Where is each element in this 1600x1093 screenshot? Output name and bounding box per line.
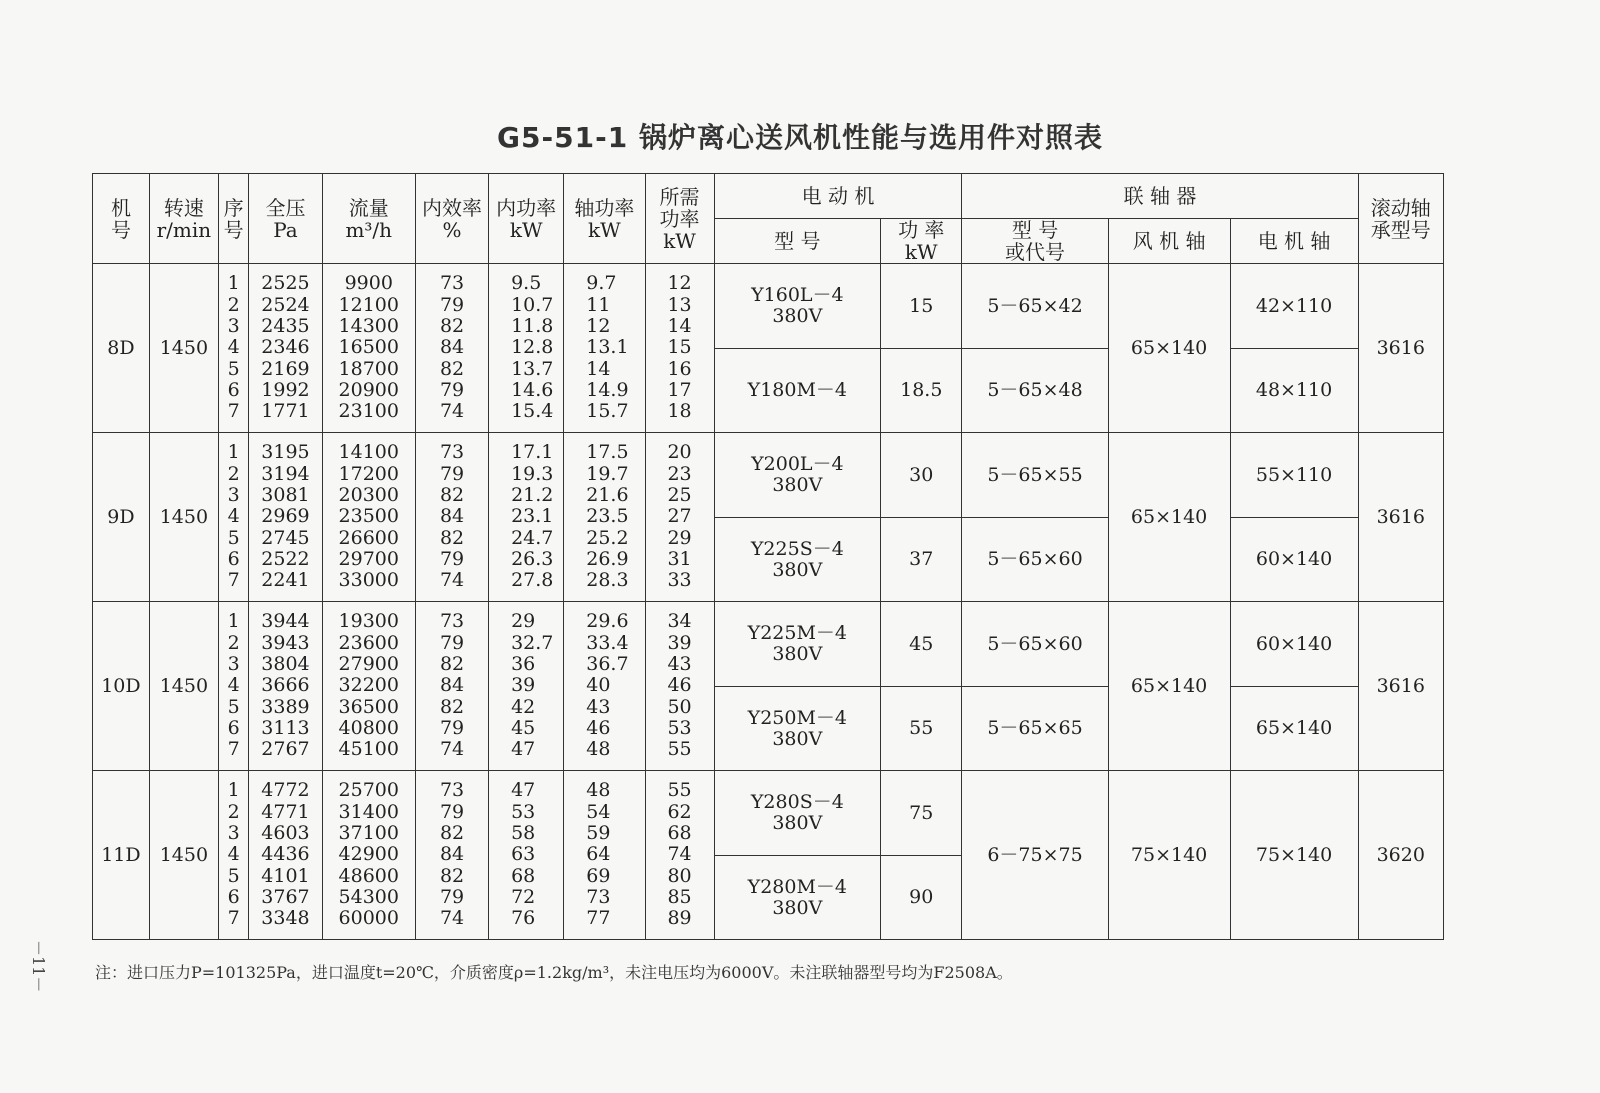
header-efficiency: 内效率 % [415, 174, 488, 264]
value-line: 16 [667, 357, 692, 380]
value-line: 14.6 [511, 378, 554, 401]
coupling-model-cell: 5－65×42 [962, 264, 1108, 349]
value-line: 74 [439, 569, 465, 592]
header-coupling-group: 联 轴 器 [962, 174, 1358, 219]
value-line: 6 [227, 885, 240, 908]
value-line: 3 [227, 484, 240, 507]
pressure-cell [249, 433, 322, 602]
value-line: 3348 [261, 907, 310, 930]
value-line: 82 [439, 484, 465, 507]
motor-shaft-cell: 60×140 [1230, 518, 1358, 602]
fan-shaft-cell: 65×140 [1108, 264, 1230, 433]
value-line: 1 [227, 779, 240, 802]
value-line: 13.7 [511, 357, 554, 380]
motor-shaft-cell: 42×110 [1230, 264, 1358, 349]
value-line: 2 [227, 631, 240, 654]
value-line: 82 [439, 822, 465, 845]
value-line: 82 [439, 526, 465, 549]
header-seq: 序 号 [218, 174, 248, 264]
page-number: －11－ [29, 940, 48, 993]
value-line: 9.7 [586, 272, 617, 295]
motor-model-cell: Y180M－4 [714, 349, 881, 433]
efficiency-cell [415, 433, 488, 602]
value-line: 27.8 [511, 569, 554, 592]
value-line: 2 [227, 293, 240, 316]
value-line: 7 [227, 569, 240, 592]
motor-model-cell: Y280S－4 380V [714, 771, 881, 856]
value-line: 46 [586, 716, 611, 739]
value-line: 16500 [338, 336, 399, 359]
efficiency-cell [415, 602, 488, 771]
performance-table [92, 173, 1444, 940]
value-line: 29700 [338, 547, 399, 570]
seq-cell [218, 433, 248, 602]
motor-model-cell: Y200L－4 380V [714, 433, 881, 518]
value-line: 36.7 [586, 653, 629, 676]
value-line: 4 [227, 505, 240, 528]
value-line: 82 [439, 695, 465, 718]
value-line: 17.1 [511, 441, 554, 464]
coupling-model-cell: 5－65×60 [962, 518, 1108, 602]
flow-cell [322, 771, 415, 940]
value-line: 74 [439, 738, 465, 761]
value-line: 33.4 [586, 631, 629, 654]
value-line: 11.8 [511, 315, 554, 338]
value-line: 24.7 [511, 526, 554, 549]
value-line: 20900 [338, 378, 399, 401]
value-line: 3389 [261, 695, 310, 718]
value-line: 84 [439, 843, 465, 866]
value-line: 1992 [261, 378, 310, 401]
value-line: 4772 [261, 779, 310, 802]
required-power-cell [645, 264, 714, 433]
value-line: 12 [667, 272, 692, 295]
value-line: 1 [227, 441, 240, 464]
value-line: 27900 [338, 653, 399, 676]
value-line: 55 [667, 779, 692, 802]
header-shaft-power: 轴功率 kW [564, 174, 645, 264]
value-line: 2969 [261, 505, 310, 528]
value-line: 13.1 [586, 336, 629, 359]
value-line: 2 [227, 462, 240, 485]
header-required-power: 所需 功率 kW [645, 174, 714, 264]
value-line: 15.7 [586, 400, 629, 423]
value-line: 69 [586, 864, 611, 887]
motor-shaft-cell: 65×140 [1230, 687, 1358, 771]
machine-no-cell: 9D [93, 433, 150, 602]
shaft-power-cell [564, 433, 645, 602]
value-line: 72 [511, 885, 536, 908]
value-line: 89 [667, 907, 692, 930]
motor-model-cell: Y160L－4 380V [714, 264, 881, 349]
motor-power-cell: 90 [881, 856, 962, 940]
value-line: 2435 [261, 315, 310, 338]
flow-cell [322, 264, 415, 433]
value-line: 79 [439, 462, 465, 485]
value-line: 21.2 [511, 484, 554, 507]
value-line: 14 [667, 315, 692, 338]
motor-power-cell: 30 [881, 433, 962, 518]
header-motor-power: 功 率 kW [881, 219, 962, 264]
value-line: 4771 [261, 800, 310, 823]
value-line: 3194 [261, 462, 310, 485]
value-line: 74 [667, 843, 692, 866]
value-line: 40800 [338, 716, 399, 739]
flow-cell [322, 602, 415, 771]
value-line: 10.7 [511, 293, 554, 316]
value-line: 31 [667, 547, 692, 570]
efficiency-cell [415, 264, 488, 433]
value-line: 60000 [338, 907, 399, 930]
value-line: 7 [227, 738, 240, 761]
machine-no-cell: 11D [93, 771, 150, 940]
value-line: 3804 [261, 653, 310, 676]
value-line: 48 [586, 738, 611, 761]
value-line: 27 [667, 505, 692, 528]
header-flow: 流量 m³/h [322, 174, 415, 264]
value-line: 55 [667, 738, 692, 761]
value-line: 79 [439, 293, 465, 316]
value-line: 25.2 [586, 526, 629, 549]
value-line: 11 [586, 293, 611, 316]
value-line: 3 [227, 822, 240, 845]
value-line: 2745 [261, 526, 310, 549]
value-line: 64 [586, 843, 611, 866]
header-motor-shaft: 电 机 轴 [1230, 219, 1358, 264]
value-line: 3113 [261, 716, 310, 739]
value-line: 2522 [261, 547, 310, 570]
speed-cell: 1450 [149, 602, 218, 771]
bearing-cell: 3616 [1358, 433, 1443, 602]
value-line: 14.9 [586, 378, 629, 401]
value-line: 39 [511, 674, 536, 697]
motor-shaft-cell: 48×110 [1230, 349, 1358, 433]
required-power-cell [645, 771, 714, 940]
value-line: 17 [667, 378, 692, 401]
value-line: 79 [439, 885, 465, 908]
value-line: 82 [439, 653, 465, 676]
value-line: 3943 [261, 631, 310, 654]
value-line: 14300 [338, 315, 399, 338]
value-line: 20300 [338, 484, 399, 507]
value-line: 29 [511, 610, 536, 633]
inner-power-cell [489, 433, 564, 602]
value-line: 6 [227, 378, 240, 401]
shaft-power-cell [564, 264, 645, 433]
value-line: 53 [667, 716, 692, 739]
seq-cell [218, 602, 248, 771]
value-line: 47 [511, 779, 536, 802]
inner-power-cell [489, 602, 564, 771]
value-line: 25 [667, 484, 692, 507]
value-line: 31400 [338, 800, 399, 823]
value-line: 2 [227, 800, 240, 823]
value-line: 19.3 [511, 462, 554, 485]
value-line: 76 [511, 907, 536, 930]
motor-power-cell: 75 [881, 771, 962, 856]
value-line: 6 [227, 547, 240, 570]
value-line: 53 [511, 800, 536, 823]
bearing-cell: 3616 [1358, 264, 1443, 433]
speed-cell: 1450 [149, 433, 218, 602]
value-line: 50 [667, 695, 692, 718]
value-line: 23.1 [511, 505, 554, 528]
value-line: 85 [667, 885, 692, 908]
coupling-model-cell: 5－65×65 [962, 687, 1108, 771]
value-line: 48 [586, 779, 611, 802]
motor-shaft-cell: 55×110 [1230, 433, 1358, 518]
value-line: 59 [586, 822, 611, 845]
value-line: 26.9 [586, 547, 629, 570]
value-line: 79 [439, 378, 465, 401]
value-line: 9.5 [511, 272, 542, 295]
value-line: 37100 [338, 822, 399, 845]
value-line: 62 [667, 800, 692, 823]
value-line: 17200 [338, 462, 399, 485]
value-line: 3081 [261, 484, 310, 507]
motor-power-cell: 45 [881, 602, 962, 687]
inner-power-cell [489, 264, 564, 433]
value-line: 73 [439, 272, 465, 295]
value-line: 23500 [338, 505, 399, 528]
value-line: 54 [586, 800, 611, 823]
value-line: 79 [439, 547, 465, 570]
value-line: 5 [227, 526, 240, 549]
value-line: 12.8 [511, 336, 554, 359]
value-line: 42 [511, 695, 536, 718]
value-line: 79 [439, 631, 465, 654]
value-line: 58 [511, 822, 536, 845]
header-bearing: 滚动轴 承型号 [1358, 174, 1443, 264]
bearing-cell: 3620 [1358, 771, 1443, 940]
value-line: 4 [227, 336, 240, 359]
value-line: 84 [439, 505, 465, 528]
speed-cell: 1450 [149, 264, 218, 433]
machine-no-cell: 10D [93, 602, 150, 771]
value-line: 25700 [338, 779, 399, 802]
value-line: 2767 [261, 738, 310, 761]
motor-shaft-cell: 75×140 [1230, 771, 1358, 940]
value-line: 29.6 [586, 610, 629, 633]
value-line: 73 [439, 441, 465, 464]
value-line: 36 [511, 653, 536, 676]
motor-model-cell: Y225M－4 380V [714, 602, 881, 687]
value-line: 46 [667, 674, 692, 697]
value-line: 63 [511, 843, 536, 866]
value-line: 23600 [338, 631, 399, 654]
value-line: 14 [586, 357, 611, 380]
header-fan-shaft: 风 机 轴 [1108, 219, 1230, 264]
shaft-power-cell [564, 602, 645, 771]
value-line: 73 [586, 885, 611, 908]
value-line: 23100 [338, 400, 399, 423]
fan-shaft-cell: 75×140 [1108, 771, 1230, 940]
value-line: 2241 [261, 569, 310, 592]
value-line: 42900 [338, 843, 399, 866]
machine-no-cell: 8D [93, 264, 150, 433]
value-line: 4 [227, 674, 240, 697]
motor-model-cell: Y280M－4 380V [714, 856, 881, 940]
flow-cell [322, 433, 415, 602]
value-line: 43 [586, 695, 611, 718]
value-line: 32200 [338, 674, 399, 697]
value-line: 28.3 [586, 569, 629, 592]
value-line: 19.7 [586, 462, 629, 485]
motor-power-cell: 18.5 [881, 349, 962, 433]
seq-cell [218, 264, 248, 433]
value-line: 39 [667, 631, 692, 654]
value-line: 3 [227, 653, 240, 676]
value-line: 18 [667, 400, 692, 423]
header-inner-power: 内功率 kW [489, 174, 564, 264]
value-line: 3195 [261, 441, 310, 464]
value-line: 3666 [261, 674, 310, 697]
seq-cell [218, 771, 248, 940]
value-line: 23 [667, 462, 692, 485]
value-line: 3 [227, 315, 240, 338]
header-pressure: 全压 Pa [249, 174, 322, 264]
required-power-cell [645, 602, 714, 771]
value-line: 68 [511, 864, 536, 887]
header-machine-no: 机 号 [93, 174, 150, 264]
value-line: 4603 [261, 822, 310, 845]
fan-shaft-cell: 65×140 [1108, 602, 1230, 771]
value-line: 6 [227, 716, 240, 739]
header-motor-model: 型 号 [714, 219, 881, 264]
value-line: 79 [439, 800, 465, 823]
value-line: 84 [439, 674, 465, 697]
value-line: 15 [667, 336, 692, 359]
motor-shaft-cell: 60×140 [1230, 602, 1358, 687]
value-line: 4436 [261, 843, 310, 866]
header-speed: 转速 r/min [149, 174, 218, 264]
header-coupling-model: 型 号 或代号 [962, 219, 1108, 264]
shaft-power-cell [564, 771, 645, 940]
value-line: 15.4 [511, 400, 554, 423]
value-line: 3944 [261, 610, 310, 633]
value-line: 26600 [338, 526, 399, 549]
value-line: 9900 [344, 272, 393, 295]
value-line: 1771 [261, 400, 310, 423]
value-line: 32.7 [511, 631, 554, 654]
value-line: 4101 [261, 864, 310, 887]
value-line: 5 [227, 695, 240, 718]
motor-model-cell: Y250M－4 380V [714, 687, 881, 771]
value-line: 13 [667, 293, 692, 316]
efficiency-cell [415, 771, 488, 940]
value-line: 23.5 [586, 505, 629, 528]
value-line: 5 [227, 357, 240, 380]
value-line: 36500 [338, 695, 399, 718]
coupling-model-cell: 5－65×60 [962, 602, 1108, 687]
value-line: 19300 [338, 610, 399, 633]
speed-cell: 1450 [149, 771, 218, 940]
footnote: 注：进口压力P=101325Pa，进口温度t=20℃，介质密度ρ=1.2kg/m³，未注电压均为6000V。未注联轴器型号均为F2508A。 [95, 963, 1013, 982]
value-line: 45 [511, 716, 536, 739]
value-line: 84 [439, 336, 465, 359]
inner-power-cell [489, 771, 564, 940]
value-line: 20 [667, 441, 692, 464]
motor-power-cell: 15 [881, 264, 962, 349]
fan-shaft-cell: 65×140 [1108, 433, 1230, 602]
value-line: 40 [586, 674, 611, 697]
required-power-cell [645, 433, 714, 602]
value-line: 3767 [261, 885, 310, 908]
value-line: 7 [227, 907, 240, 930]
motor-power-cell: 37 [881, 518, 962, 602]
value-line: 21.6 [586, 484, 629, 507]
value-line: 43 [667, 653, 692, 676]
pressure-cell [249, 602, 322, 771]
value-line: 54300 [338, 885, 399, 908]
value-line: 82 [439, 315, 465, 338]
value-line: 82 [439, 357, 465, 380]
value-line: 33 [667, 569, 692, 592]
value-line: 2346 [261, 336, 310, 359]
value-line: 7 [227, 400, 240, 423]
value-line: 18700 [338, 357, 399, 380]
value-line: 74 [439, 400, 465, 423]
value-line: 68 [667, 822, 692, 845]
value-line: 1 [227, 610, 240, 633]
bearing-cell: 3616 [1358, 602, 1443, 771]
value-line: 80 [667, 864, 692, 887]
page-title: G5-51-1 锅炉离心送风机性能与选用件对照表 [497, 121, 1103, 154]
value-line: 34 [667, 610, 692, 633]
value-line: 5 [227, 864, 240, 887]
value-line: 33000 [338, 569, 399, 592]
value-line: 79 [439, 716, 465, 739]
value-line: 14100 [338, 441, 399, 464]
value-line: 2169 [261, 357, 310, 380]
value-line: 47 [511, 738, 536, 761]
value-line: 12 [586, 315, 611, 338]
coupling-model-cell: 6－75×75 [962, 771, 1108, 940]
value-line: 12100 [338, 293, 399, 316]
value-line: 73 [439, 610, 465, 633]
value-line: 2524 [261, 293, 310, 316]
value-line: 45100 [338, 738, 399, 761]
value-line: 26.3 [511, 547, 554, 570]
value-line: 1 [227, 272, 240, 295]
value-line: 77 [586, 907, 611, 930]
value-line: 48600 [338, 864, 399, 887]
value-line: 82 [439, 864, 465, 887]
value-line: 4 [227, 843, 240, 866]
motor-model-cell: Y225S－4 380V [714, 518, 881, 602]
value-line: 17.5 [586, 441, 629, 464]
coupling-model-cell: 5－65×48 [962, 349, 1108, 433]
header-motor-group: 电 动 机 [714, 174, 962, 219]
value-line: 74 [439, 907, 465, 930]
value-line: 73 [439, 779, 465, 802]
motor-power-cell: 55 [881, 687, 962, 771]
coupling-model-cell: 5－65×55 [962, 433, 1108, 518]
value-line: 29 [667, 526, 692, 549]
pressure-cell [249, 264, 322, 433]
value-line: 2525 [261, 272, 310, 295]
pressure-cell [249, 771, 322, 940]
